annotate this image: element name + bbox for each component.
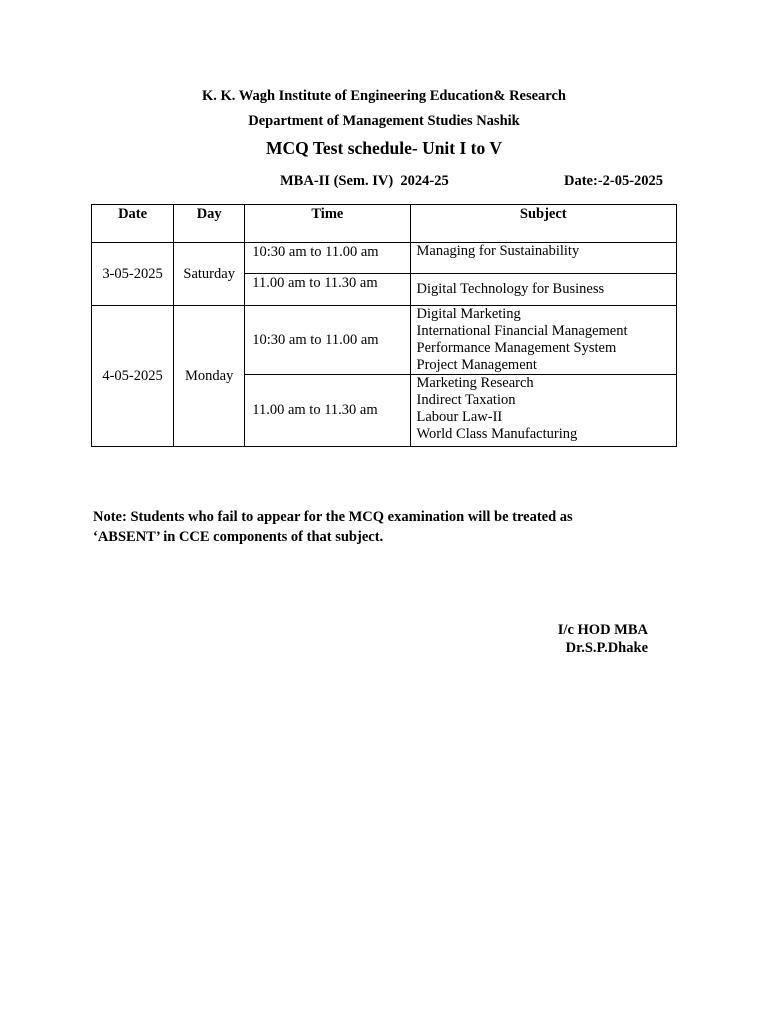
header-subject: Subject bbox=[410, 205, 676, 243]
day-cell: Saturday bbox=[174, 243, 245, 306]
date-cell: 3-05-2025 bbox=[92, 243, 174, 306]
subject-item: World Class Manufacturing bbox=[416, 426, 578, 442]
document-date: Date:-2-05-2025 bbox=[564, 173, 664, 189]
header-time: Time bbox=[245, 205, 410, 243]
subject-item: Labour Law-II bbox=[416, 409, 503, 425]
time-cell: 11.00 am to 11.30 am bbox=[245, 375, 410, 447]
subject-item: Marketing Research bbox=[416, 375, 534, 391]
note-line: Note: Students who fail to appear for the MCQ examination will be treated as bbox=[93, 509, 573, 525]
document-title: MCQ Test schedule- Unit I to V bbox=[266, 138, 502, 158]
time-cell: 11.00 am to 11.30 am bbox=[245, 274, 410, 306]
header-day: Day bbox=[174, 205, 245, 243]
subject-item: Digital Marketing bbox=[416, 306, 521, 322]
subject-item: Project Management bbox=[416, 357, 537, 373]
signatory-name: Dr.S.P.Dhake bbox=[565, 639, 648, 656]
note-line: ‘ABSENT’ in CCE components of that subject. bbox=[93, 528, 384, 545]
time-cell: 10:30 am to 11.00 am bbox=[245, 306, 410, 375]
subject-cell bbox=[410, 243, 676, 274]
table-header-row bbox=[92, 205, 677, 243]
subject-cell bbox=[410, 306, 676, 375]
signatory-designation: I/c HOD MBA bbox=[557, 622, 648, 638]
department-name: Department of Management Studies Nashik bbox=[248, 113, 520, 129]
note-text bbox=[93, 508, 653, 547]
subject-item: Managing for Sustainability bbox=[416, 243, 580, 259]
table-row bbox=[92, 243, 677, 274]
subject-cell bbox=[410, 375, 676, 447]
time-cell: 10:30 am to 11.00 am bbox=[245, 243, 410, 274]
subject-item: Indirect Taxation bbox=[416, 392, 516, 408]
table-row bbox=[92, 306, 677, 375]
subject-cell bbox=[410, 274, 676, 306]
subject-item: International Financial Management bbox=[416, 323, 628, 339]
day-cell: Monday bbox=[174, 306, 245, 447]
date-cell: 4-05-2025 bbox=[92, 306, 174, 447]
header-date: Date bbox=[92, 205, 174, 243]
institute-name: K. K. Wagh Institute of Engineering Education& Research bbox=[201, 88, 566, 104]
schedule-table bbox=[91, 204, 677, 447]
signature-block bbox=[558, 622, 648, 657]
subject-item: Digital Technology for Business bbox=[416, 281, 605, 297]
program-label: MBA-II (Sem. IV) 2024-25 bbox=[280, 173, 449, 189]
subject-item: Performance Management System bbox=[416, 340, 617, 356]
